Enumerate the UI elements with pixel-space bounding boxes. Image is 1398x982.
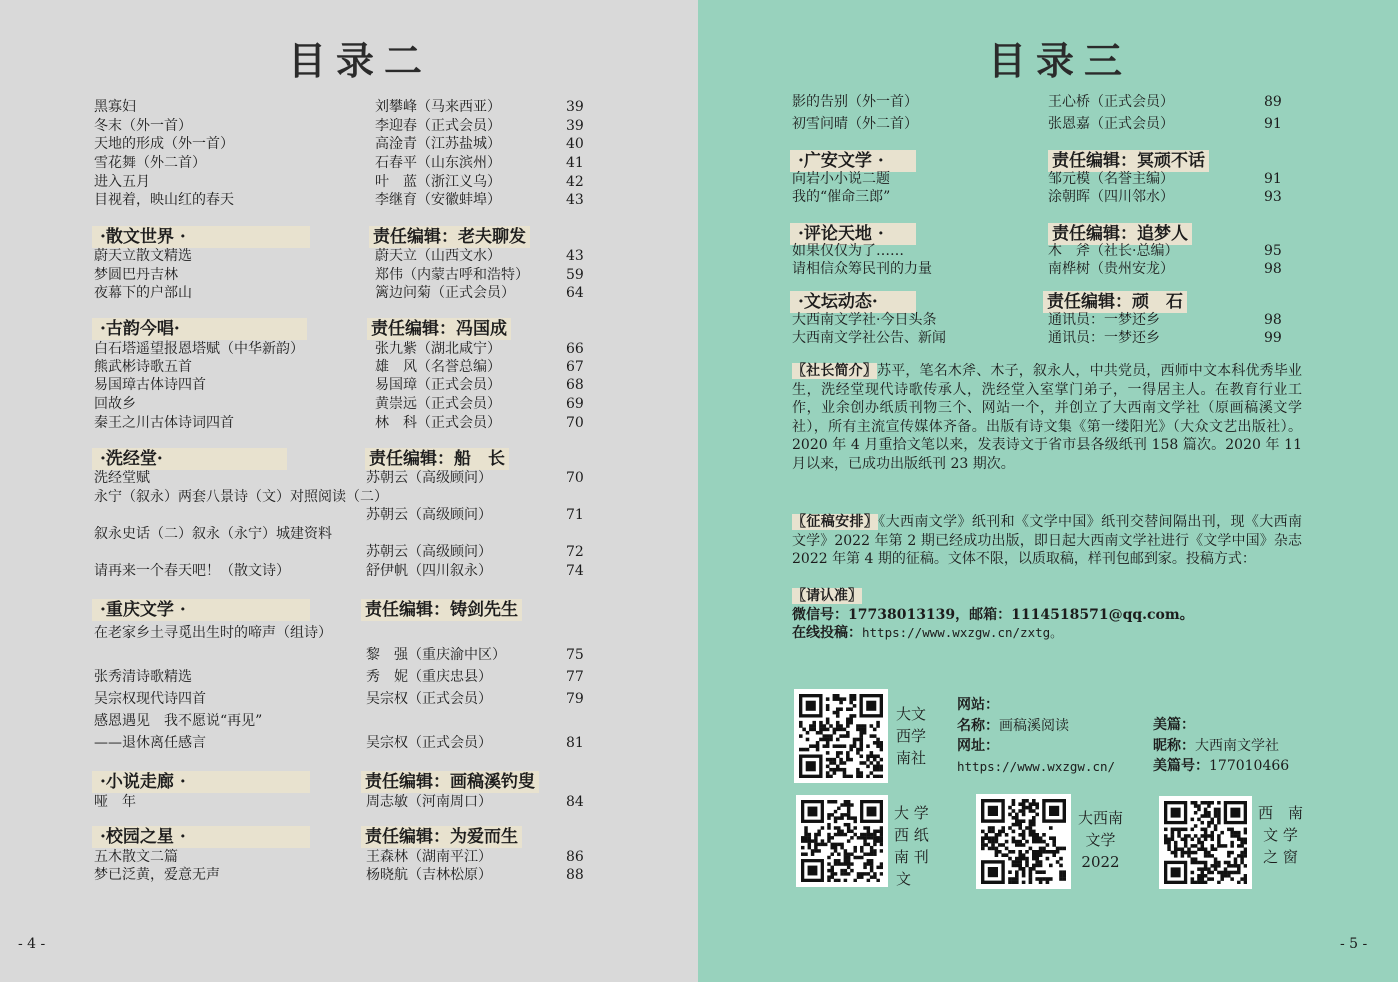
toc-page: 86 — [566, 849, 584, 865]
section-editor: 责任编辑：为爱而生 — [361, 826, 522, 848]
toc-title: 冬末（外一首） — [94, 118, 192, 134]
meipian-id: 177010466 — [1209, 758, 1290, 774]
qr-label-line: 西 南 — [1258, 804, 1304, 822]
toc-title: 请相信众筹民刊的力量 — [792, 261, 932, 277]
meipian-label: 美篇： — [1153, 717, 1195, 733]
section-name: ·重庆文学 · — [92, 599, 310, 621]
section-name: ·广安文学 · — [790, 150, 916, 172]
toc-author: 李继育（安徽蚌埠） — [375, 192, 501, 208]
qr-label-line: 西 纸 — [894, 826, 929, 844]
qr-label-2 — [894, 802, 929, 890]
right-page — [698, 0, 1398, 982]
meipian-id-label: 美篇号： — [1153, 758, 1209, 774]
meipian-nick: 大西南文学社 — [1195, 737, 1279, 754]
website-name-label: 名称： — [957, 717, 999, 734]
toc-title: 目视着，映山红的春天 — [94, 192, 234, 208]
toc-author: 周志敏（河南周口） — [366, 794, 492, 810]
toc-title: 雪花舞（外二首） — [94, 155, 206, 171]
qr-code-icon — [1164, 801, 1247, 884]
website-name: 画稿溪阅读 — [999, 717, 1069, 734]
qr-label-line: 文学 — [1085, 831, 1116, 849]
toc-title: 黑寡妇 — [94, 99, 136, 115]
qr-label-line: 西学 — [896, 727, 927, 745]
website-url-label: 网址： — [957, 738, 999, 754]
toc-title: 五木散文二篇 — [94, 849, 178, 865]
qr-code-3[interactable] — [976, 794, 1071, 889]
toc-page: 43 — [566, 248, 584, 264]
section-name: ·小说走廊 · — [92, 771, 310, 793]
toc-author: 石春平（山东滨州） — [375, 155, 501, 171]
toc-author: 苏朝云（高级顾问） — [366, 507, 492, 523]
qr-label-line: 南 刊 — [894, 848, 929, 866]
toc-title: 如果仅仅为了…… — [792, 243, 904, 259]
website-url-link[interactable]: https://www.wxzgw.cn/ — [957, 758, 1116, 774]
toc-author: 郑伟（内蒙古呼和浩特） — [375, 267, 529, 283]
qr-code-2[interactable] — [796, 795, 888, 887]
toc-title: 在老家乡土寻觅出生时的啼声（组诗） — [94, 625, 332, 641]
toc-page: 84 — [566, 794, 584, 810]
toc-title: 秦王之川古体诗词四首 — [94, 415, 234, 431]
qr-label-4 — [1258, 802, 1303, 868]
qr-label-line: 2022 — [1081, 853, 1120, 871]
left-page — [0, 0, 698, 982]
section-name: ·评论天地 · — [790, 223, 916, 245]
page-title-left: 目录二 — [288, 38, 433, 83]
toc-page: 89 — [1264, 94, 1282, 110]
toc-title: 请再来一个春天吧！（散文诗） — [94, 563, 290, 579]
qr-label-line: 南社 — [896, 749, 927, 767]
toc-author: 刘攀峰（马来西亚） — [375, 99, 501, 115]
confirm-tag: 〖请认准〗 — [792, 588, 862, 604]
toc-author: 苏朝云（高级顾问） — [366, 470, 492, 486]
qr-code-icon — [981, 799, 1066, 884]
online-submit-label: 在线投稿： — [792, 625, 862, 641]
toc-page: 39 — [566, 118, 584, 134]
qr-label-line: 之 窗 — [1263, 848, 1298, 866]
toc-title: 熊武彬诗歌五首 — [94, 359, 192, 375]
toc-author: 涂朝晖（四川邻水） — [1048, 189, 1174, 205]
toc-page: 70 — [566, 470, 584, 486]
toc-author: 黎 强（重庆渝中区） — [366, 647, 506, 663]
section-editor: 责任编辑：画稿溪钓叟 — [361, 771, 539, 793]
toc-page: 79 — [566, 691, 584, 707]
qr-code-icon — [801, 800, 883, 882]
toc-page: 95 — [1264, 243, 1282, 259]
toc-author: 舒伊帆（四川叙永） — [366, 563, 492, 579]
toc-title: ——退休离任感言 — [94, 735, 206, 751]
toc-author: 邹元模（名誉主编） — [1048, 171, 1174, 187]
toc-page: 41 — [566, 155, 584, 171]
section-name: ·古韵今唱· — [92, 318, 307, 340]
toc-author: 高淦青（江苏盐城） — [375, 136, 501, 152]
qr-label-line: 大西南 — [1078, 809, 1124, 827]
toc-page: 64 — [566, 285, 584, 301]
section-name: ·文坛动态· — [790, 291, 916, 313]
toc-author: 蔚天立（山西文水） — [375, 248, 501, 264]
toc-author: 张恩嘉（正式会员） — [1048, 116, 1174, 132]
page-title-right: 目录三 — [988, 38, 1133, 83]
toc-title: 夜幕下的户部山 — [94, 285, 192, 301]
toc-author: 南桦树（贵州安龙） — [1048, 261, 1174, 277]
toc-author: 王森林（湖南平江） — [366, 849, 492, 865]
toc-title: 叙永史话（二）叙永（永宁）城建资料 — [94, 526, 332, 542]
meipian-info — [1153, 715, 1289, 777]
website-info — [957, 695, 1115, 777]
toc-page: 99 — [1264, 330, 1282, 346]
toc-page: 43 — [566, 192, 584, 208]
toc-author: 雄 风（名誉总编） — [375, 359, 501, 375]
toc-page: 77 — [566, 669, 584, 685]
section-editor: 责任编辑：追梦人 — [1048, 223, 1192, 245]
toc-title: 永宁（叙永）两套八景诗（文）对照阅读（二） — [94, 489, 388, 505]
submission-tag: 〖征稿安排〗 — [792, 514, 879, 530]
section-editor: 责任编辑：顽 石 — [1043, 291, 1187, 313]
toc-author: 苏朝云（高级顾问） — [366, 544, 492, 560]
toc-title: 感恩遇见 我不愿说“再见” — [94, 713, 263, 729]
toc-page: 88 — [566, 867, 584, 883]
online-submit-link[interactable]: https://www.wxzgw.cn/zxtg。 — [862, 625, 1063, 640]
toc-title: 回故乡 — [94, 396, 136, 412]
toc-title: 天地的形成（外一首） — [94, 136, 234, 152]
toc-page: 40 — [566, 136, 584, 152]
submission-notice — [792, 513, 1302, 569]
section-name: ·散文世界 · — [92, 226, 310, 248]
toc-page: 91 — [1264, 116, 1282, 132]
section-editor: 责任编辑：冯国成 — [367, 318, 511, 340]
toc-page: 71 — [566, 507, 584, 523]
toc-author: 叶 蓝（浙江义乌） — [375, 174, 501, 190]
toc-title: 影的告别（外一首） — [792, 94, 918, 110]
toc-title: 大西南文学社公告、新闻 — [792, 330, 946, 346]
qr-code-4[interactable] — [1159, 796, 1252, 889]
toc-title: 梦已泛黄，爱意无声 — [94, 867, 220, 883]
qr-label-3 — [1078, 807, 1123, 873]
section-editor: 责任编辑：铸剑先生 — [361, 599, 522, 621]
toc-page: 67 — [566, 359, 584, 375]
toc-author: 林 科（正式会员） — [375, 415, 501, 431]
qr-label-line: 大 学 — [894, 804, 929, 822]
section-editor: 责任编辑：船 长 — [365, 448, 509, 470]
toc-author: 通讯员：一梦还乡 — [1048, 312, 1160, 328]
page-number-right: - 5 - — [1340, 936, 1368, 952]
contact-block — [792, 587, 1302, 643]
toc-title: 大西南文学社·今日头条 — [792, 312, 937, 328]
toc-page: 39 — [566, 99, 584, 115]
qr-code-icon — [799, 694, 883, 778]
toc-title: 洗经堂赋 — [94, 470, 150, 486]
meipian-nick-label: 昵称： — [1153, 737, 1195, 754]
toc-title: 张秀清诗歌精选 — [94, 669, 192, 685]
toc-page: 59 — [566, 267, 584, 283]
section-name: ·洗经堂· — [92, 448, 287, 470]
qr-label-1 — [896, 703, 926, 769]
toc-page: 42 — [566, 174, 584, 190]
toc-author: 张九紫（湖北咸宁） — [375, 341, 501, 357]
toc-title: 我的“催命三郎” — [792, 189, 891, 205]
toc-page: 72 — [566, 544, 584, 560]
toc-author: 黄崇远（正式会员） — [375, 396, 501, 412]
president-intro — [792, 362, 1302, 473]
toc-page: 75 — [566, 647, 584, 663]
toc-title: 初雪问晴（外二首） — [792, 116, 918, 132]
president-intro-text: 苏平，笔名木斧、木子，叙永人，中共党员，西师中文本科优秀毕业生，洗经堂现代诗歌传承人，洗经堂入室掌门弟子，一得居主人。在教育行业工作，业余创办纸质刊物三个、网站一个，并创立了大西南文学社（原画稿溪文学社），所有主流宣传媒体齐备。出版有诗文集《第一缕阳光》（大众文艺出版社）。2020 年 4 月重拾文笔以来，发表诗文于省市县各级纸刊 158 篇次。2020 年 11 月以来，已成功出版纸刊 23 期次。 — [792, 363, 1303, 472]
toc-page: 70 — [566, 415, 584, 431]
toc-page: 68 — [566, 377, 584, 393]
toc-page: 74 — [566, 563, 584, 579]
toc-page: 91 — [1264, 171, 1282, 187]
website-label: 网站： — [957, 697, 999, 713]
toc-page: 98 — [1264, 261, 1282, 277]
toc-author: 吴宗权（正式会员） — [366, 691, 492, 707]
qr-label-line: 大文 — [896, 705, 927, 723]
qr-code-1[interactable] — [794, 689, 888, 783]
toc-page: 98 — [1264, 312, 1282, 328]
qr-label-line: 文 — [896, 870, 912, 888]
page-number-left: - 4 - — [18, 936, 46, 952]
toc-author: 秀 妮（重庆忠县） — [366, 669, 492, 685]
toc-author: 通讯员：一梦还乡 — [1048, 330, 1160, 346]
section-name: ·校园之星 · — [92, 826, 310, 848]
submission-text: 《大西南文学》纸刊和《文学中国》纸刊交替间隔出刊，现《大西南文学》2022 年第 2 期已经成功出版，即日起大西南文学社进行《文学中国》杂志 2022 年第 4 期的征稿。文体不限，以质取稿，样刊包邮到家。投稿方式： — [792, 514, 1303, 567]
toc-author: 王心桥（正式会员） — [1048, 94, 1174, 110]
toc-title: 蔚天立散文精选 — [94, 248, 192, 264]
toc-title: 哑 年 — [94, 794, 136, 810]
toc-page: 81 — [566, 735, 584, 751]
toc-title: 向岩小小说二题 — [792, 171, 890, 187]
toc-title: 梦圆巴丹吉林 — [94, 267, 178, 283]
section-editor: 责任编辑：老夫聊发 — [369, 226, 530, 248]
toc-author: 木 斧（社长·总编） — [1048, 243, 1179, 259]
toc-page: 93 — [1264, 189, 1282, 205]
toc-title: 易国璋古体诗四首 — [94, 377, 206, 393]
toc-author: 李迎春（正式会员） — [375, 118, 501, 134]
toc-title: 进入五月 — [94, 174, 150, 190]
president-intro-tag: 〖社长简介〗 — [792, 363, 878, 379]
section-editor: 责任编辑：冥顽不话 — [1048, 150, 1209, 172]
toc-author: 杨晓航（吉林松原） — [366, 867, 492, 883]
toc-title: 白石塔遥望报恩塔赋（中华新韵） — [94, 341, 304, 357]
toc-title: 吴宗权现代诗四首 — [94, 691, 206, 707]
toc-author: 吴宗权（正式会员） — [366, 735, 492, 751]
wechat-email-line[interactable]: 微信号：17738013139，邮箱：1114518571@qq.com。 — [792, 606, 1194, 623]
qr-label-line: 文 学 — [1263, 826, 1298, 844]
toc-author: 易国璋（正式会员） — [375, 377, 501, 393]
toc-author: 篱边问菊（正式会员） — [375, 285, 515, 301]
toc-page: 66 — [566, 341, 584, 357]
toc-page: 69 — [566, 396, 584, 412]
